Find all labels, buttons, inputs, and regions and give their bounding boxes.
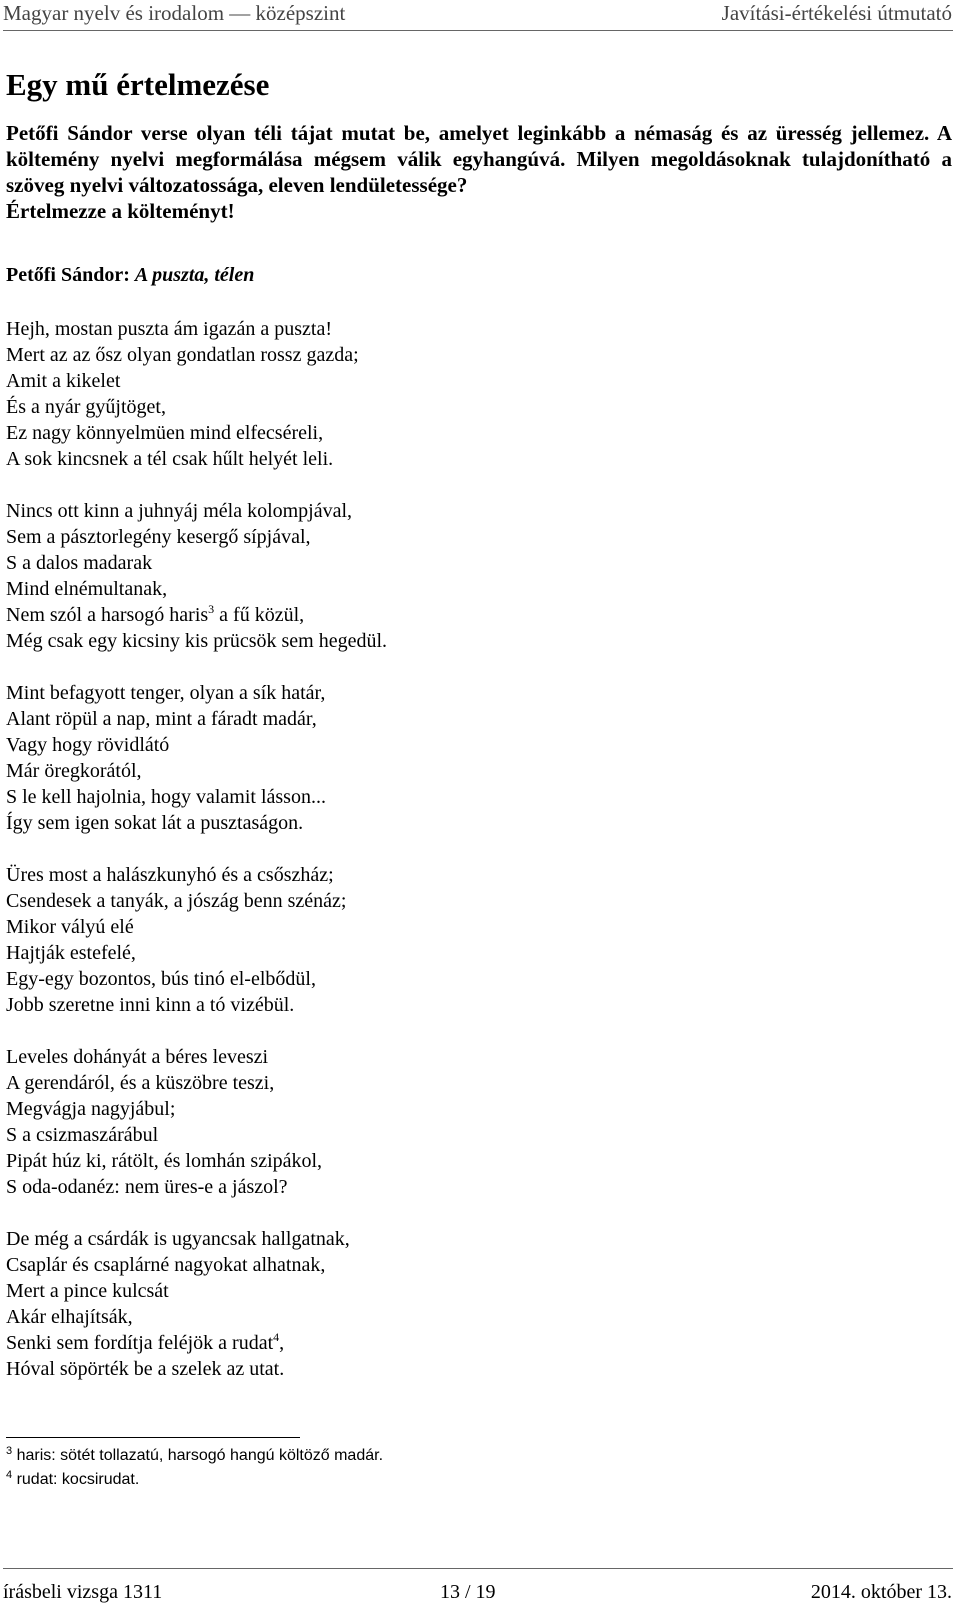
footnote-3: [6, 1444, 383, 1468]
poem-line: S a dalos madarak: [6, 552, 153, 574]
poem-line-tail: a fű közül,: [214, 604, 305, 626]
footnote-ref-3: 3: [208, 602, 215, 616]
poem-line: Még csak egy kicsiny kis prücsök sem hegedül.: [6, 630, 388, 652]
task-description: [6, 120, 952, 224]
poem-author: Petőfi Sándor:: [6, 264, 130, 286]
poem-line: Hajtják estefelé,: [6, 942, 136, 964]
page-header: [0, 0, 960, 30]
stanza-2: [6, 498, 906, 654]
footnote-number: 4: [6, 1469, 13, 1481]
poem-line: A gerendáról, és a küszöbre teszi,: [6, 1072, 275, 1094]
poem-line: A sok kincsnek a tél csak hűlt helyét leli.: [6, 448, 334, 470]
poem-line: S oda-odanéz: nem üres-e a jászol?: [6, 1176, 288, 1198]
poem-line: Leveles dohányát a béres leveszi: [6, 1046, 269, 1068]
poem-line: Vagy hogy rövidlátó: [6, 734, 170, 756]
poem-line: De még a csárdák is ugyancsak hallgatnak,: [6, 1228, 350, 1250]
task-text: Petőfi Sándor verse olyan téli tájat mutat be, amelyet leginkább a némaság és az üresség jellemez. A költemény nyelvi megformálása mégsem válik egyhangúvá. Milyen megoldásoknak tulajdonítható a szöveg nyelvi változatossága, eleven lendületessége?: [6, 121, 952, 197]
header-rule: [3, 30, 953, 31]
poem-line: [6, 1330, 906, 1356]
poem-heading: [6, 262, 254, 288]
poem-line: Sem a pásztorlegény kesergő sípjával,: [6, 526, 311, 548]
footnote-text: haris: sötét tollazatú, harsogó hangú költöző madár.: [12, 1447, 384, 1464]
poem-line: Jobb szeretne inni kinn a tó vizébül.: [6, 994, 295, 1016]
poem-line: Üres most a halászkunyhó és a csőszház;: [6, 864, 334, 886]
poem-line: S le kell hajolnia, hogy valamit lásson...: [6, 786, 326, 808]
poem-line: Hejh, mostan puszta ám igazán a puszta!: [6, 318, 332, 340]
poem-line: Akár elhajítsák,: [6, 1306, 133, 1328]
poem-line: S a csizmaszárábul: [6, 1124, 159, 1146]
poem-line: Így sem igen sokat lát a pusztaságon.: [6, 812, 304, 834]
footer-date: 2014. október 13.: [810, 1581, 952, 1603]
section-title: Egy mű értelmezése: [6, 67, 270, 102]
footnote-rule: [6, 1437, 300, 1438]
poem-line: Pipát húz ki, rátölt, és lomhán szipákol,: [6, 1150, 323, 1172]
stanza-1: [6, 316, 906, 472]
footnote-text: rudat: kocsirudat.: [12, 1471, 140, 1488]
stanza-5: [6, 1044, 906, 1200]
footnote-ref-4: 4: [273, 1330, 280, 1344]
poem-line: Hóval söpörték be a szelek az utat.: [6, 1358, 285, 1380]
poem-line: Mind elnémultanak,: [6, 578, 168, 600]
poem-line-text: Nem szól a harsogó haris: [6, 604, 209, 626]
footer-exam: írásbeli vizsga 1311: [3, 1581, 163, 1603]
poem-line: [6, 602, 906, 628]
poem-line: Már öregkorától,: [6, 760, 142, 782]
poem-line: Megvágja nagyjábul;: [6, 1098, 176, 1120]
poem-body: [6, 316, 906, 1408]
page-number: 13 / 19: [440, 1581, 496, 1603]
footnote-4: [6, 1468, 383, 1492]
poem-line: Mert a pince kulcsát: [6, 1280, 169, 1302]
poem-line: És a nyár gyűjtöget,: [6, 396, 166, 418]
poem-line: Egy-egy bozontos, bús tinó el-elbődül,: [6, 968, 316, 990]
poem-line: Csendesek a tanyák, a jószág benn szénáz;: [6, 890, 347, 912]
stanza-4: [6, 862, 906, 1018]
stanza-3: [6, 680, 906, 836]
poem-line: Mert az az ősz olyan gondatlan rossz gazda;: [6, 344, 359, 366]
poem-line: Ez nagy könnyelmüen mind elfecséreli,: [6, 422, 324, 444]
task-instruction: Értelmezze a költeményt!: [6, 199, 235, 223]
stanza-6: [6, 1226, 906, 1382]
header-subject: Magyar nyelv és irodalom — középszint: [3, 1, 346, 25]
poem-line-text: Senki sem fordítja feléjök a rudat: [6, 1332, 274, 1354]
poem-line: Nincs ott kinn a juhnyáj méla kolompjával,: [6, 500, 353, 522]
footnote-number: 3: [6, 1445, 13, 1457]
page-footer: [0, 1568, 960, 1609]
poem-line: Mint befagyott tenger, olyan a sík határ,: [6, 682, 326, 704]
poem-title: A puszta, télen: [134, 264, 255, 286]
poem-line-tail: ,: [279, 1332, 285, 1354]
poem-line: Mikor vályú elé: [6, 916, 134, 938]
poem-line: Amit a kikelet: [6, 370, 121, 392]
footnotes: [6, 1444, 383, 1492]
header-guide: Javítási-értékelési útmutató: [721, 1, 952, 25]
poem-line: Csaplár és csaplárné nagyokat alhatnak,: [6, 1254, 326, 1276]
poem-line: Alant röpül a nap, mint a fáradt madár,: [6, 708, 317, 730]
footer-rule: [3, 1568, 953, 1569]
